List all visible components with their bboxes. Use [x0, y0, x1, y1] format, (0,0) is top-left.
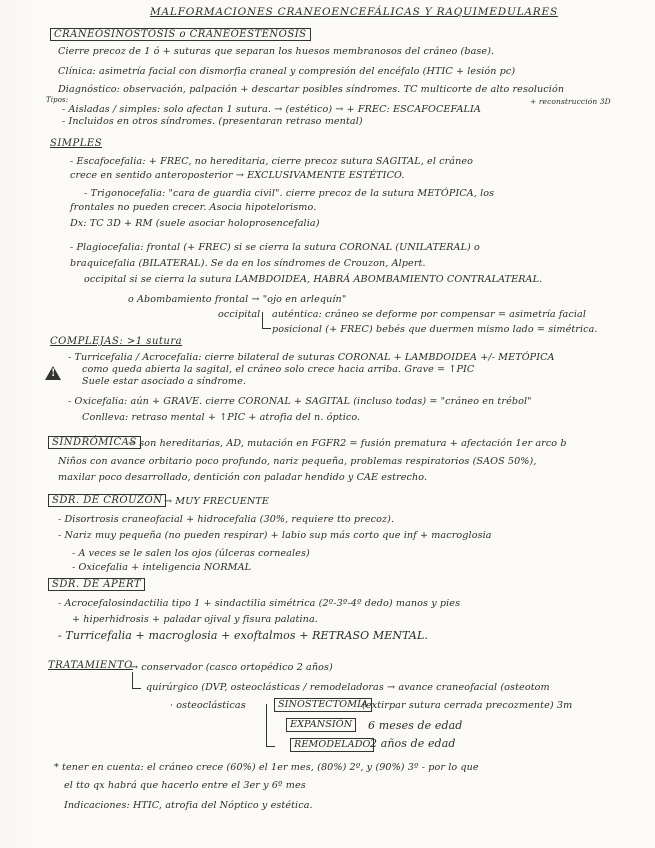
- text-line: - Acrocefalosindactilia tipo 1 + sindactilia simétrica (2º-3º-4º dedo) manos y pies: [58, 598, 461, 609]
- text-line: occipital si se cierra la sutura LAMBDOIDEA, HABRÁ ABOMBAMIENTO CONTRALATERAL.: [84, 274, 543, 285]
- text-line: Conlleva: retraso mental + ↑PIC + atrofia del n. óptico.: [82, 412, 361, 423]
- text-line: - Turricefalia + macroglosia + exoftalmos + RETRASO MENTAL.: [58, 629, 428, 642]
- page-title: MALFORMACIONES CRANEOENCEFÁLICAS Y RAQUIMEDULARES: [150, 6, 558, 18]
- section-heading-tratamiento: TRATAMIENTO: [48, 660, 133, 671]
- bracket: [266, 704, 275, 747]
- section-heading-sindromicas: SINDRÓMICAS: [48, 436, 141, 449]
- section-heading-complejas: COMPLEJAS: >1 sutura: [50, 336, 183, 347]
- text-line: maxilar poco desarrollado, dentición con paladar hendido y CAE estrecho.: [58, 472, 428, 483]
- text-line: quirúrgico (DVP, osteoclásticas / remodeladoras → avance craneofacial (osteotom: [146, 682, 550, 693]
- text-line: - A veces se le salen los ojos (úlceras corneales): [72, 548, 310, 559]
- text-line: Clínica: asimetría facial con dismorfia craneal y compresión del encéfalo (HTIC + lesión pc): [58, 66, 516, 77]
- text-line: crece en sentido anteroposterior → EXCLUSIVAMENTE ESTÉTICO.: [70, 170, 405, 181]
- text-line: → son hereditarias, AD, mutación en FGFR2 = fusión prematura + afectación 1er arco b: [128, 438, 567, 449]
- text-line: occipital: [218, 309, 261, 320]
- boxed-term: REMODELADO: [290, 738, 374, 752]
- text-line: - Escafocefalia: + FREC, no hereditaria, cierre precoz sutura SAGITAL, el cráneo: [70, 156, 474, 167]
- text-line: (extirpar sutura cerrada precozmente) 3m: [362, 700, 573, 711]
- text-line: + hiperhidrosis + paladar ojival y fisura palatina.: [72, 614, 318, 625]
- text-line: Diagnóstico: observación, palpación + descartar posibles síndromes. TC multicorte de alto resolución: [58, 84, 565, 95]
- boxed-term: SINOSTECTOMÍA: [274, 698, 372, 712]
- text-line: * tener en cuenta: el cráneo crece (60%) el 1er mes, (80%) 2º, y (90%) 3º - por lo que: [54, 762, 479, 773]
- text-line: - Plagiocefalia: frontal (+ FREC) si se cierra la sutura CORONAL (UNILATERAL) o: [70, 242, 480, 253]
- text-line: Indicaciones: HTIC, atrofia del Nóptico y estética.: [64, 800, 313, 811]
- text-line: · osteoclásticas: [170, 700, 246, 711]
- text-line: o Abombamiento frontal → "ojo en arlequín": [128, 294, 347, 305]
- text-line: 2 años de edad: [370, 737, 456, 750]
- section-heading-crouzon: SDR. DE CROUZON: [48, 494, 166, 507]
- text-line: el tto qx habrá que hacerlo entre el 3er y 6º mes: [64, 780, 306, 791]
- text-line: frontales no pueden crecer. Asocia hipotelorismo.: [70, 202, 317, 213]
- text-line: → conservador (casco ortopédico 2 años): [130, 662, 333, 673]
- text-line: - Aisladas / simples: solo afectan 1 sutura. → (estético) → + FREC: ESCAFOCEFALIA: [62, 104, 481, 115]
- text-line: - Oxicefalia: aún + GRAVE. cierre CORONAL + SAGITAL (incluso todas) = "cráneo en trébol": [68, 396, 532, 407]
- warning-icon: [45, 366, 61, 380]
- text-line: 6 meses de edad: [368, 719, 463, 732]
- text-line: braquicefalia (BILATERAL). Se da en los síndromes de Crouzon, Alpert.: [70, 258, 426, 269]
- text-line: - Nariz muy pequeña (no pueden respirar) + labio sup más corto que inf + macroglosia: [58, 530, 492, 541]
- text-line: Cierre precoz de 1 ó + suturas que separan los huesos membranosos del cráneo (base).: [58, 46, 495, 57]
- text-line: Suele estar asociado a síndrome.: [82, 376, 247, 387]
- text-line: auténtica: cráneo se deforme por compensar = asimetría facial: [272, 309, 587, 320]
- text-line: Niños con avance orbitario poco profundo, nariz pequeña, problemas respiratorios (SAOS 50%),: [58, 456, 537, 467]
- bracket: [132, 672, 141, 689]
- text-line: - Oxicefalia + inteligencia NORMAL: [72, 562, 252, 573]
- text-line: posicional (+ FREC) bebés que duermen mismo lado = simétrica.: [272, 324, 598, 335]
- text-line: Dx: TC 3D + RM (suele asociar holoprosencefalia): [70, 218, 320, 229]
- text-line: - Incluidos en otros síndromes. (presentaran retraso mental): [62, 116, 363, 127]
- text-line: - Disortrosis craneofacial + hidrocefalia (30%, requiere tto precoz).: [58, 514, 395, 525]
- text-line: → MUY FRECUENTE: [164, 496, 269, 507]
- section-heading-apert: SDR. DE APERT: [48, 578, 145, 591]
- boxed-term: EXPANSIÓN: [286, 718, 356, 732]
- bracket: [262, 312, 271, 329]
- text-line: Tipos:: [46, 96, 69, 104]
- text-line: como queda abierta la sagital, el cráneo solo crece hacia arriba. Grave = ↑PIC: [82, 364, 475, 375]
- text-line: + reconstrucción 3D: [530, 97, 611, 106]
- text-line: - Turricefalia / Acrocefalia: cierre bilateral de suturas CORONAL + LAMBDOIDEA +/- METÓPICA: [68, 352, 555, 363]
- text-line: - Trigonocefalia: "cara de guardia civil". cierre precoz de la sutura METÓPICA, los: [84, 188, 495, 199]
- section-heading-craneosinostosis: CRANEOSINOSTOSIS o CRANEOESTENOSIS: [50, 28, 311, 41]
- section-heading-simples: SIMPLES: [50, 138, 103, 149]
